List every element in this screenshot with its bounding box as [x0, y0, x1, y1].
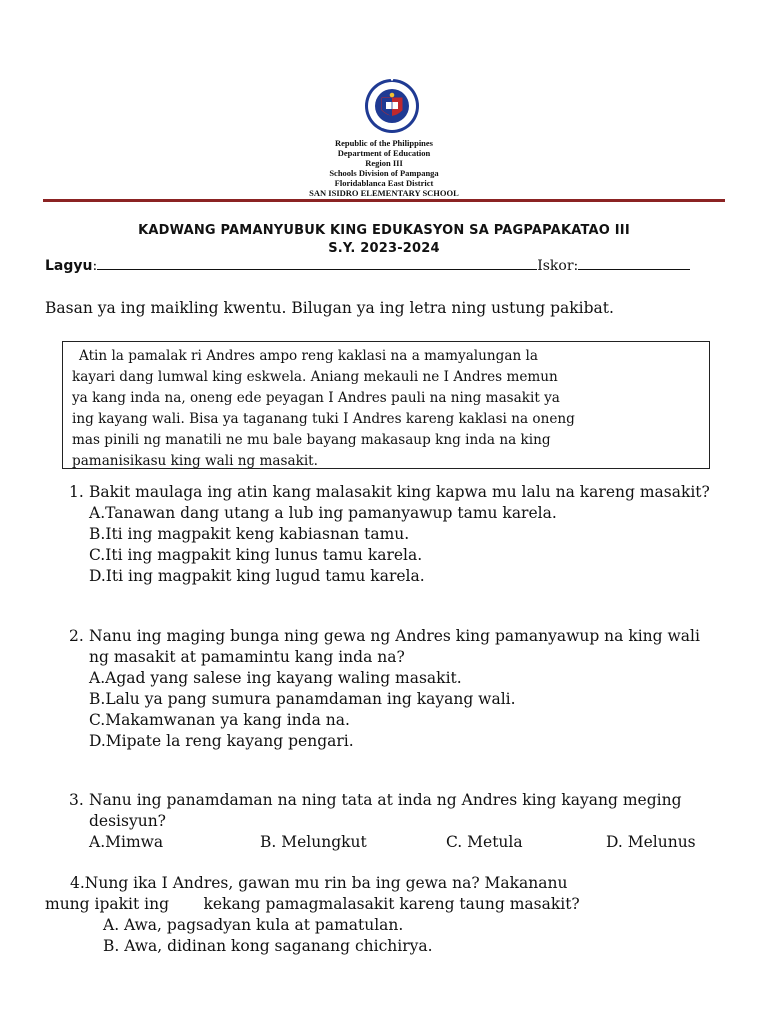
- story-line: kayari dang lumwal king eskwela. Aniang mekauli ne I Andres memun: [72, 369, 558, 385]
- option-d[interactable]: D. Melunus: [606, 833, 696, 851]
- header-republic: Republic of the Philippines: [334, 138, 433, 148]
- question-2: [45, 626, 735, 752]
- header-divider-rule: [43, 199, 725, 202]
- header-division: Schools Division of Pampanga: [329, 168, 439, 178]
- deped-seal-logo: [364, 76, 420, 136]
- story-box: [62, 341, 710, 469]
- option-a[interactable]: A.Agad yang salese ing kayang waling masakit.: [89, 669, 462, 687]
- story-line: ing kayang wali. Bisa ya taganang tuki I Andres kareng kaklasi na oneng: [72, 411, 575, 427]
- option-a[interactable]: A. Awa, pagsadyan kula at pamatulan.: [103, 916, 404, 934]
- question-1: [45, 482, 735, 587]
- header-school: SAN ISIDRO ELEMENTARY SCHOOL: [309, 188, 459, 198]
- name-blank[interactable]: [97, 268, 537, 270]
- story-line: Atin la pamalak ri Andres ampo reng kaklasi na a mamyalungan la: [79, 348, 538, 364]
- option-a[interactable]: A.Mimwa: [89, 833, 164, 851]
- question-number: 2.: [69, 627, 84, 645]
- name-score-line: [45, 258, 690, 274]
- header-department: Department of Education: [337, 148, 431, 158]
- instructions: Basan ya ing maikling kwentu. Bilugan ya ing letra ning ustung pakibat.: [45, 299, 614, 317]
- header-region: Region III: [365, 158, 403, 168]
- option-a[interactable]: A.Tanawan dang utang a lub ing pamanyawup tamu karela.: [89, 504, 557, 522]
- question-stem: Bakit maulaga ing atin kang malasakit king kapwa mu lalu na kareng masakit?: [89, 483, 710, 501]
- option-c[interactable]: C.Iti ing magpakit king lunus tamu karela.: [89, 546, 423, 564]
- story-line: ya kang inda na, oneng ede peyagan I Andres pauli na ning masakit ya: [72, 390, 560, 406]
- school-year: S.Y. 2023-2024: [328, 241, 440, 256]
- option-b[interactable]: B.Iti ing magpakit keng kabiasnan tamu.: [89, 525, 410, 543]
- question-3: [45, 790, 735, 853]
- question-number: 3.: [69, 791, 84, 809]
- option-c[interactable]: C. Metula: [446, 833, 523, 851]
- option-d[interactable]: D.Mipate la reng kayang pengari.: [89, 732, 354, 750]
- option-b[interactable]: B. Awa, didinan kong saganang chichirya.: [103, 937, 433, 955]
- option-d[interactable]: D.Iti ing magpakit king lugud tamu karela.: [89, 567, 425, 585]
- option-c[interactable]: C.Makamwanan ya kang inda na.: [89, 711, 350, 729]
- question-stem: 4.Nung ika I Andres, gawan mu rin ba ing gewa na? Makananu: [70, 874, 568, 892]
- question-stem: Nanu ing maging bunga ning gewa ng Andres king pamanyawup na king wali ng masakit at pamamintu kang inda na?: [89, 627, 700, 666]
- question-4: [45, 873, 735, 957]
- exam-title: KADWANG PAMANYUBUK KING EDUKASYON SA PAGPAPAKATAO III: [138, 223, 630, 238]
- question-stem: Nanu ing panamdaman na ning tata at inda ng Andres king kayang meging desisyun?: [89, 791, 682, 830]
- question-number: 1.: [69, 483, 84, 501]
- header-district: Floridablanca East District: [334, 178, 434, 188]
- option-b[interactable]: B.Lalu ya pang sumura panamdaman ing kayang wali.: [89, 690, 516, 708]
- name-label: Lagyu: [45, 258, 93, 274]
- score-label: Iskor:: [537, 258, 579, 274]
- name-colon: :: [92, 258, 98, 274]
- option-b[interactable]: B. Melungkut: [260, 833, 367, 851]
- story-line: mas pinili ng manatili ne mu bale bayang makasaup kng inda na king: [72, 432, 551, 448]
- score-blank[interactable]: [578, 268, 690, 270]
- question-stem-continued: mung ipakit ing kekang pamagmalasakit kareng taung masakit?: [45, 895, 580, 913]
- story-line: pamanisikasu king wali ng masakit.: [72, 453, 318, 469]
